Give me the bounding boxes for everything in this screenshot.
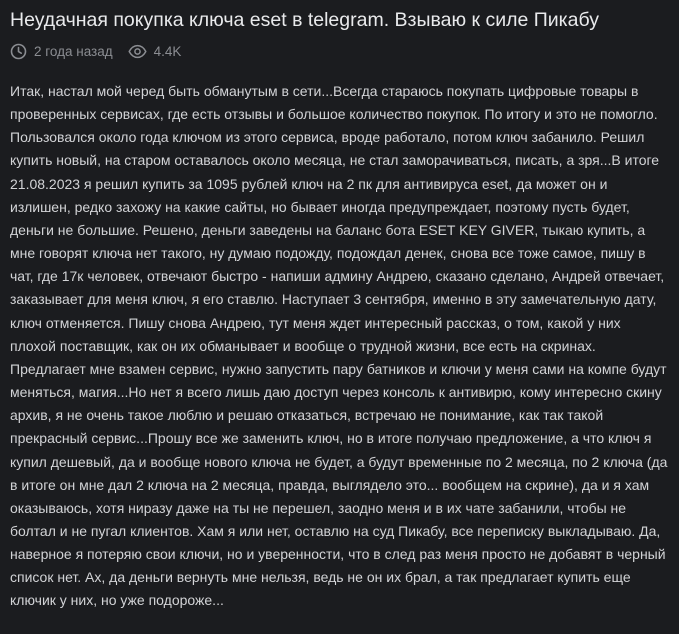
- views-count: 4.4K: [153, 43, 182, 59]
- eye-icon: [128, 44, 154, 59]
- post-text: Итак, настал мой черед быть обманутым в сети...Всегда стараюсь покупать цифровые товары в проверенных сервисах, где есть отзывы и большое количество покупок. По итогу и это не помогло. Пользовался около года ключом из этого сервиса, вроде работало, потом ключ забанило. Решил купить новый, на старом оставалось около месяца, не стал заморачиваться, писать, а зря...В итоге 21.08.2023 я решил купить за 1095 рублей ключ на 2 пк для антивируса eset, да может он и излишен, редко захожу на какие сайты, но бывает иногда предупреждает, поэтому пусть будет, деньги не большие. Решено, деньги заведены на баланс бота ESET KEY GIVER, тыкаю купить, а мне говорят ключа нет такого, ну думаю подожду, подождал денек, снова все тоже самое, пишу в чат, где 17к человек, отвечают быстро - напиши админу Андрею, сказано сделано, Андрей отвечает, заказывает для меня ключ, я его ставлю. Наступает 3 сентября, именно в эту замечательную дату, ключ отменяется. Пишу снова Андрею, тут меня ждет интересный рассказ, о том, какой у них плохой поставщик, как он их обманывает и вообще о трудной жизни, все есть на скринах. Предлагает мне взамен сервис, нужно запустить пару батников и ключи у меня сами на компе будут меняться, магия...Но нет я всего лишь даю доступ через консоль к антивирю, кому интересно скину архив, я не очень такое люблю и решаю отказаться, встречаю не понимание, как так такой прекрасный сервис...Прошу все же заменить ключ, но в итоге получаю предложение, а что ключ я купил дешевый, да и вообще нового ключа не будет, а будут временные по 2 месяца, по 2 ключа (да в итоге он мне дал 2 ключа на 2 месяца, правда, выглядело это... вообщем на скрине), да и я хам оказываюсь, хотя ниразу даже на ты не перешел, заодно меня и в их чате забанили, чтобы не болтал и не пугал клиентов. Хам я или нет, оставлю на суд Пикабу, все переписку выкладываю. Да, наверное я потеряю свои ключи, но и уверенности, что в след раз меня просто не добавят в черный список нет. Ах, да деньги вернуть мне нельзя, ведь не он их брал, а так предлагает купить еще ключик у них, но уже подороже...: [10, 83, 668, 609]
- post-views: [128, 44, 182, 59]
- post-meta: [10, 42, 669, 60]
- post-body: [10, 80, 668, 613]
- post-title[interactable]: Неудачная покупка ключа eset в telegram. Взываю к силе Пикабу: [10, 9, 599, 31]
- post-time: [10, 43, 113, 60]
- clock-icon: [10, 43, 34, 60]
- time-ago-text: 2 года назад: [34, 43, 113, 59]
